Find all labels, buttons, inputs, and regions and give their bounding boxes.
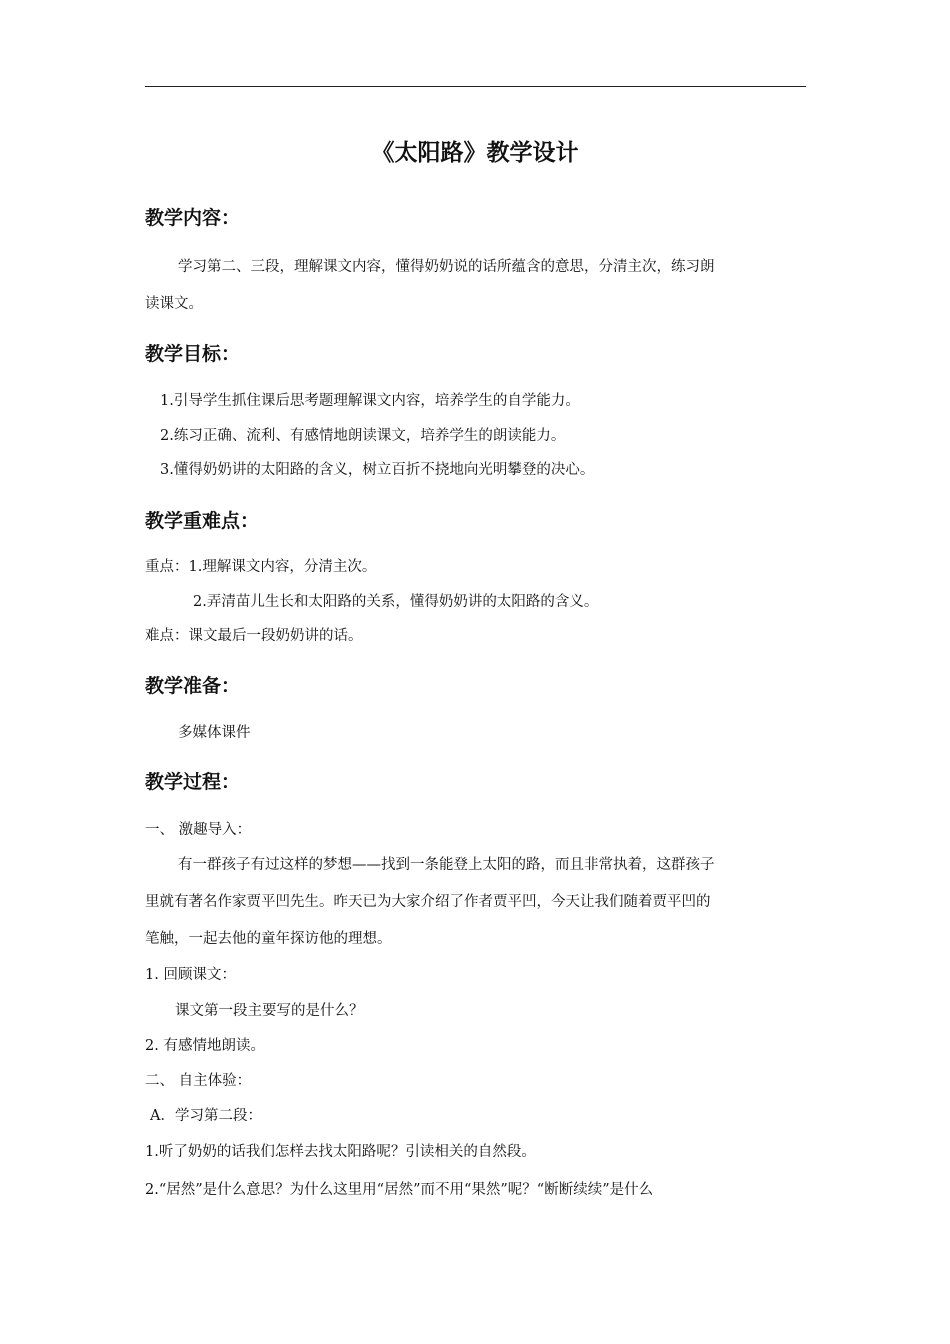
process-line-7: 2. 有感情地朗读。 [145, 1038, 265, 1054]
header-rule [145, 86, 806, 87]
process-line-3: 里就有著名作家贾平凹先生。昨天已为大家介绍了作者贾平凹，今天让我们随着贾平凹的 [145, 894, 711, 910]
heading-content: 教学内容： [145, 207, 241, 229]
process-line-1: 一、 激趣导入： [145, 822, 252, 838]
process-line-6: 课文第一段主要写的是什么？ [175, 1003, 364, 1019]
keypoint-line-1: 重点：1.理解课文内容，分清主次。 [145, 559, 377, 575]
difficulty-line: 难点：课文最后一段奶奶讲的话。 [145, 628, 363, 644]
process-line-11: 2.“居然”是什么意思？为什么这里用“居然”而不用“果然”呢？“断断续续”是什么 [145, 1182, 654, 1198]
process-line-5: 1. 回顾课文： [145, 967, 236, 983]
process-line-4: 笔触，一起去他的童年探访他的理想。 [145, 931, 392, 947]
goal-item-3: 3.懂得奶奶讲的太阳路的含义，树立百折不挠地向光明攀登的决心。 [160, 462, 595, 478]
process-line-2: 有一群孩子有过这样的梦想——找到一条能登上太阳的路，而且非常执着，这群孩子 [178, 857, 715, 873]
keypoint-line-2: 2.弄清苗儿生长和太阳路的关系，懂得奶奶讲的太阳路的含义。 [193, 594, 599, 610]
heading-goals: 教学目标： [145, 343, 241, 365]
goal-item-1: 1.引导学生抓住课后思考题理解课文内容，培养学生的自学能力。 [160, 393, 580, 409]
process-line-9: A．学习第二段： [150, 1108, 262, 1124]
content-line-1: 学习第二、三段，理解课文内容，懂得奶奶说的话所蕴含的意思，分清主次，练习朗 [178, 259, 715, 275]
process-line-10: 1.听了奶奶的话我们怎样去找太阳路呢？引读相关的自然段。 [145, 1144, 536, 1160]
document-title: 《太阳路》教学设计 [371, 140, 579, 166]
heading-process: 教学过程： [145, 771, 241, 793]
heading-keypoints: 教学重难点： [145, 510, 260, 532]
heading-prep: 教学准备： [145, 675, 241, 697]
content-line-2: 读课文。 [145, 296, 203, 312]
goal-item-2: 2.练习正确、流利、有感情地朗读课文，培养学生的朗读能力。 [160, 428, 566, 444]
prep-text: 多媒体课件 [178, 725, 251, 741]
process-line-8: 二、 自主体验： [145, 1073, 252, 1089]
